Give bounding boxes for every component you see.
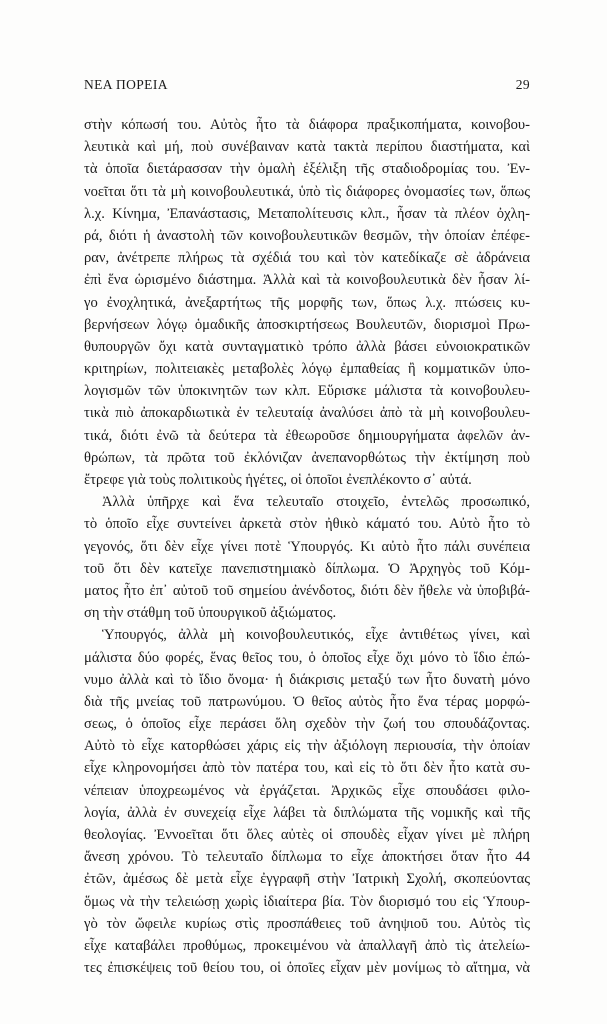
text-line: νυμο ἀλλὰ καὶ τὸ ἴδιο ὄνομα· ἡ διάκρισις μεταξύ των ἦτο δυνατὴ μόνο xyxy=(84,671,530,688)
text-line: γὸ τὸν ὤφειλε κυρίως στὶς προσπάθειες τοῦ ἀνηψιοῦ του. Αὐτὸς τὶς xyxy=(84,915,530,932)
text-line: νέπειαν ὑποχρεωμένος νὰ ἐργάζεται. Ἀρχικῶς εἶχε σπουδάσει φιλο- xyxy=(84,782,530,799)
text-line: τὰ ὁποῖα διετάρασσαν τὴν ὁμαλὴ ἐξέλιξη τῆς σταδιοδρομίας του. Ἐν- xyxy=(84,161,530,178)
running-head xyxy=(84,77,530,93)
text-line: ρά, διότι ἡ ἀναστολὴ τῶν κοινοβουλευτικῶν θεσμῶν, τὴν ὁποίαν ἐπέφε- xyxy=(84,227,530,244)
text-line: λογισμῶν τῶν ὑποκινητῶν των κλπ. Εὕρισκε μάλιστα τὰ κοινοβουλευ- xyxy=(84,383,530,400)
text-line: τὸ ὁποῖο εἶχε συντείνει ἀρκετὰ στὸν ἠθικὸ κάματό του. Αὐτὸ ἦτο τὸ xyxy=(84,516,530,533)
text-line: ἔτρεφε γιὰ τοὺς πολιτικοὺς ἡγέτες, οἱ ὁποῖοι ἐνεπλέκοντο σ᾿ αὐτά. xyxy=(84,472,472,488)
text-line: γεγονός, ὅτι δὲν εἶχε γίνει ποτὲ Ὑπουργός. Κι αὐτὸ ἦτο πάλι συνέπεια xyxy=(84,538,530,555)
text-line: διὰ τῆς μνείας τοῦ πατρωνύμου. Ὁ θεῖος αὐτὸς ἦτο ἕνα τέρας μορφώ- xyxy=(84,693,530,710)
text-line: θυπουργῶν ὄχι κατὰ συνταγματικὸ τρόπο ἀλλὰ βάσει εὐνοιοκρατικῶν xyxy=(84,338,530,355)
running-head-title: ΝΕΑ ΠΟΡΕΙΑ xyxy=(84,77,168,92)
text-line: εἶχε καταβάλει προθύμως, προκειμένου νὰ ἀπαλλαγῆ ἀπὸ τὶς ἀτελείω- xyxy=(84,937,530,954)
text-line: Ἀλλὰ ὑπῆρχε καὶ ἕνα τελευταῖο στοιχεῖο, ἐντελῶς προσωπικό, xyxy=(102,494,530,511)
text-line: τικὰ πιὸ ἀποκαρδιωτικὰ ἐν τελευταίᾳ ἀναλύσει ἀπὸ τὰ μὴ κοινοβουλευ- xyxy=(84,405,530,422)
text-line: ὅμως νὰ τὴν τελειώσῃ χωρὶς ἰδιαίτερα βία. Τὸν διορισμό του εἰς Ὑπουρ- xyxy=(84,893,530,910)
text-line: θρώπων, τὰ πρῶτα τοῦ ἐκλόνιζαν ἀνεπανορθώτως τὴν ἐκτίμηση ποὺ xyxy=(84,449,530,466)
text-line: τοῦ ὅτι δὲν κατεῖχε πανεπιστημιακὸ δίπλωμα. Ὁ Ἀρχηγὸς τοῦ Κόμ- xyxy=(84,560,530,577)
text-line: νοεῖται ὅτι τὰ μὴ κοινοβουλευτικά, ὑπὸ τὶς διάφορες ὀνομασίες των, ὅπως xyxy=(84,183,530,200)
text-line: κριτηρίων, πολιτειακὲς μεταβολὲς λόγῳ ἐμπαθείας ἢ κομματικῶν ὑπο- xyxy=(84,361,530,378)
page-number: 29 xyxy=(515,77,530,92)
text-line: λ.χ. Κίνημα, Ἐπανάστασις, Μεταπολίτευσις κλπ., ἦσαν τὰ πλέον ὀχλη- xyxy=(84,205,530,222)
text-line: ἐτῶν, ἀμέσως δὲ μετὰ εἶχε ἐγγραφῆ στὴν Ἰατρικὴ Σχολή, σκοπεύοντας xyxy=(84,871,530,888)
text-line: ματος ἦτο ἐπ᾿ αὐτοῦ τοῦ σημείου ἀνένδοτος, διότι δὲν ἤθελε νὰ ὑποβιβά- xyxy=(84,582,530,599)
text-line: μάλιστα δύο φορές, ἕνας θεῖος του, ὁ ὁποῖος εἶχε ὄχι μόνο τὸ ἴδιο ἐπώ- xyxy=(84,649,530,666)
text-line: τες ἐπισκέψεις τοῦ θείου του, οἱ ὁποῖες εἶχαν μὲν μονίμως τὸ αἴτημα, νὰ xyxy=(84,960,530,977)
text-line: γο ἐνοχλητικά, ἀνεξαρτήτως τῆς μορφῆς των, ὅπως λ.χ. πτώσεις κυ- xyxy=(84,294,530,311)
text-line: Αὐτὸ τὸ εἶχε κατορθώσει χάρις εἰς τὴν ἀξιόλογη περιουσία, τὴν ὁποίαν xyxy=(84,738,530,755)
text-line: εἶχε κληρονομήσει ἀπὸ τὸν πατέρα του, καὶ εἰς τὸ ὅτι δὲν ἦτο κατὰ συ- xyxy=(84,760,530,777)
text-line: βερνήσεων λόγῳ ὁμαδικῆς ἀποσκιρτήσεως Βουλευτῶν, διορισμοὶ Πρω- xyxy=(84,316,530,333)
text-line: ἐπὶ ἕνα ὡρισμένο διάστημα. Ἀλλὰ καὶ τὰ κοινοβουλευτικὰ δὲν ἦσαν λί- xyxy=(84,272,530,289)
text-line: θεολογίας. Ἐννοεῖται ὅτι ὅλες αὐτὲς οἱ σπουδὲς εἶχαν γίνει μὲ πλήρη xyxy=(84,827,530,843)
text-line: λογία, ἀλλὰ ἐν συνεχείᾳ εἶχε λάβει τὰ διπλώματα τῆς νομικῆς καὶ τῆς xyxy=(84,804,530,821)
text-line: ραν, ἀνέτρεπε πλήρως τὰ σχέδιά του καὶ τὸν κατεδίκαζε σὲ ἀδράνεια xyxy=(84,250,530,267)
text-line: Ὑπουργός, ἀλλὰ μὴ κοινοβουλευτικός, εἶχε ἀντιθέτως γίνει, καὶ xyxy=(102,627,530,644)
text-line: στὴν κόπωσή του. Αὐτὸς ἦτο τὰ διάφορα πραξικοπήματα, κοινοβου- xyxy=(84,117,530,133)
text-line: ἄνεση χρόνου. Τὸ τελευταῖο δίπλωμα το εἶχε ἀποκτήσει ὅταν ἦτο 44 xyxy=(84,849,530,866)
text-line: σεως, ὁ ὁποῖος εἶχε περάσει ὅλη σχεδὸν τὴν ζωή του σπουδάζοντας. xyxy=(84,716,530,733)
body-text xyxy=(84,114,530,979)
text-line: τικά, διότι ἐνῶ τὰ δεύτερα τὰ ἐθεωροῦσε δημιουργήματα ἀφελῶν ἀν- xyxy=(84,427,530,444)
text-line: λευτικὰ καὶ μή, ποὺ συνέβαιναν κατὰ τακτὰ περίπου διαστήματα, καὶ xyxy=(84,139,530,156)
text-line: ση τὴν στάθμη τοῦ ὑπουργικοῦ ἀξιώματος. xyxy=(84,605,337,622)
